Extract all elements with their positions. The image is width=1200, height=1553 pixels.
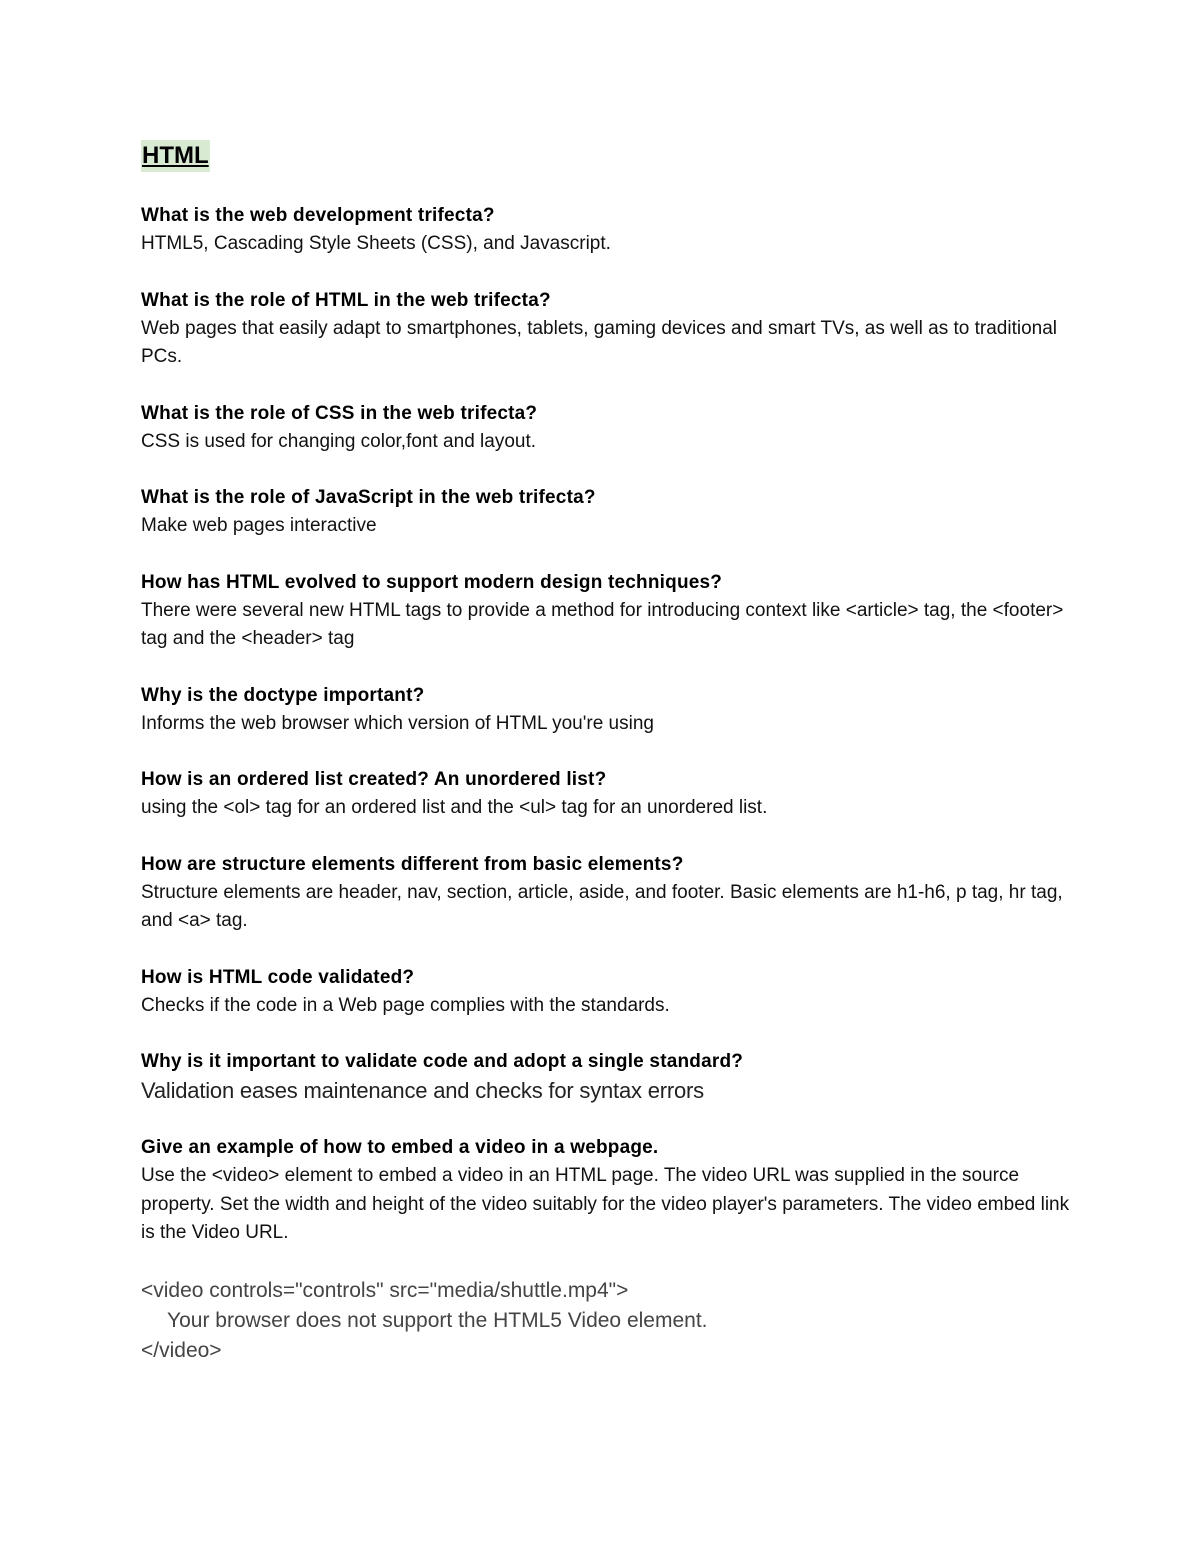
question: What is the web development trifecta?	[141, 205, 495, 226]
question: What is the role of CSS in the web trifecta?	[141, 402, 538, 424]
qa-item	[141, 1134, 1071, 1248]
question: What is the role of JavaScript in the web trifecta?	[141, 487, 596, 508]
answer: Checks if the code in a Web page complies with the standards.	[141, 994, 670, 1016]
question: Why is the doctype important?	[141, 684, 425, 706]
question: How is an ordered list created? An unordered list?	[141, 769, 607, 790]
qa-item	[141, 964, 1071, 1021]
answer: Use the <video> element to embed a video in an HTML page. The video URL was supplied in the source property. Set the width and height of the video suitably for the video player's parameters. The video embed link is the Video URL.	[141, 1165, 1070, 1243]
question: How is HTML code validated?	[141, 966, 415, 988]
answer: CSS is used for changing color,font and layout.	[141, 430, 537, 452]
answer: Web pages that easily adapt to smartphones, tablets, gaming devices and smart TVs, as well as to traditional PCs.	[141, 317, 1058, 367]
qa-item	[141, 484, 1071, 541]
answer: Structure elements are header, nav, section, article, aside, and footer. Basic elements are h1-h6, p tag, hr tag, and <a> tag.	[141, 881, 1063, 931]
answer: Informs the web browser which version of HTML you're using	[141, 712, 654, 734]
qa-item	[141, 569, 1071, 654]
document-page	[141, 140, 1071, 1366]
answer: using the <ol> tag for an ordered list and the <ul> tag for an unordered list.	[141, 797, 768, 818]
qa-item	[141, 400, 1071, 457]
qa-item	[141, 287, 1071, 372]
qa-item	[141, 682, 1071, 739]
question: How has HTML evolved to support modern design techniques?	[141, 571, 723, 593]
question: What is the role of HTML in the web trifecta?	[141, 289, 551, 311]
qa-item	[141, 851, 1071, 936]
answer: There were several new HTML tags to provide a method for introducing context like <article> tag, the <footer> tag and the <header> tag	[141, 599, 1064, 649]
code-example	[141, 1276, 1071, 1366]
qa-item	[141, 202, 1071, 259]
code-line: </video>	[141, 1338, 222, 1362]
code-line: <video controls="controls" src="media/shuttle.mp4">	[141, 1278, 629, 1302]
qa-item	[141, 766, 1071, 823]
answer: Make web pages interactive	[141, 515, 377, 536]
page-title: HTML	[141, 140, 210, 172]
answer: Validation eases maintenance and checks for syntax errors	[141, 1078, 704, 1103]
answer: HTML5, Cascading Style Sheets (CSS), and Javascript.	[141, 233, 611, 254]
question: How are structure elements different from basic elements?	[141, 853, 684, 875]
question: Why is it important to validate code and adopt a single standard?	[141, 1051, 744, 1072]
qa-item	[141, 1048, 1071, 1106]
code-line: Your browser does not support the HTML5 Video element.	[167, 1308, 708, 1332]
question: Give an example of how to embed a video in a webpage.	[141, 1137, 659, 1158]
